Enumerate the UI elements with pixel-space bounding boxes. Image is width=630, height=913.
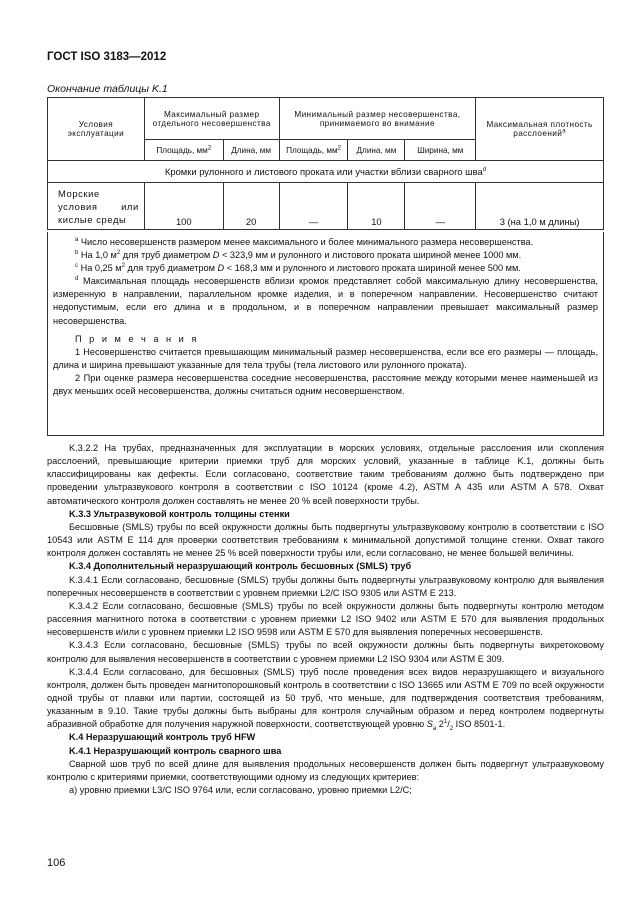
note-1: 1 Несовершенство считается превышающим минимальный размер несовершенства, если все его размеры — площадь, длина и ширина превышают указанные для тела трубы (тела листового или рулонного проката). [53,346,598,370]
heading-k41: K.4.1 Неразрушающий контроль сварного шва [69,745,282,756]
footnote-b [53,249,598,262]
footnote-b-mark: b [75,250,79,257]
table-caption: Окончание таблицы K.1 [47,83,168,95]
col-density-text: Максимальная плотность расслоений [486,120,593,138]
surface-slash: / [447,719,450,730]
footnote-b-post: < 323,9 мм и рулонного и листового проката шириной менее 1000 мм. [219,250,522,261]
surface-two: 2 [436,719,444,730]
acceptance-table [47,97,604,230]
cell-length-min: 10 [348,183,405,230]
para-k344-text: K.3.4.4 Если согласовано, для бесшовных (SMLS) труб после проведения всех видов неразрушающего и визуального контроля, должен быть проведен магнитопорошковый контроль в соответствии с ISO 13665 или ASTM E 709 по всей окружности одной трубы от плавки или партии, состоящей из 50 труб, что меньше, для подтверждения соответствия требованиям, указанным в 9.10. Такие трубы должны быть выбраны для контроля случайным образом и перед контролем подвергнуты абразивной обработке для получения наружной поверхности, соответствующей уровню [47,666,604,730]
footnote-c-post: < 168,3 мм и рулонного и листового проката шириной менее 500 мм. [224,263,521,274]
sub-length-max: Длина, мм [223,140,279,161]
para-k344 [47,666,604,732]
cell-area-min: — [279,183,348,230]
surface-sub-a: a [432,726,437,733]
col-group-min: Минимальный размер несовершенства, принимаемого во внимание [279,98,476,140]
note-2: 2 При оценке размера несовершенства соседние несовершенства, расстояние между которыми менее наименьшей из двух меньших осей несовершенства, должны считаться одним несовершенством. [53,372,598,397]
cell-width-min: — [405,183,476,230]
sub-area-max-text: Площадь, мм [156,145,208,155]
sub-area-max [144,140,223,161]
cell-length-max: 20 [223,183,279,230]
table-footnotes [47,232,604,436]
para-k41-a: a) уровню приемки L3/C ISO 9764 или, если согласовано, уровню приемки L2/C; [69,785,412,796]
footnote-d-text: Максимальная площадь несовершенств вблизи кромок представляет собой максимальную длину несовершенства, измеренную в направлении, параллельном кромке изделия, и в поперечном направлении. Несовершенство считают недопустимым, если его длина и в продольном, и в поперечном направлении превышает максимальный размер несовершенства. [53,276,599,326]
col-conditions: Условия эксплуатации [48,98,145,161]
sub-area-min-text: Площадь, мм [286,145,338,155]
cell-conditions: Морские условия или кислые среды [48,183,145,230]
footnote-b-sq: 2 [116,250,121,257]
footnote-c-sq: 2 [121,263,125,270]
footnote-c-d: D [217,263,225,274]
footnote-a-text: Число несовершенств размером менее максимального и более минимального размера несовершенства. [80,237,534,247]
sq-2: 2 [337,144,341,151]
col-group-max: Максимальный размер отдельного несовершенства [144,98,279,140]
heading-k4: K.4 Неразрушающий контроль труб HFW [69,732,256,743]
notes-title: П р и м е ч а н и я [75,333,199,344]
para-k341: K.3.4.1 Если согласовано, бесшовные (SMLS) трубы должны быть подвергнуты ультразвуковому контролю для выявления поперечных несовершенств в соответствии с уровнем приемки L2/C ISO 9305 или ASTM E 213. [47,574,604,598]
footnote-a [53,236,598,249]
cell-area-max: 100 [144,183,223,230]
para-k344-end: ISO 8501-1. [453,719,506,730]
heading-k33: K.3.3 Ультразвуковой контроль толщины стенки [69,508,290,519]
footnote-c-mid: для труб диаметром [124,263,218,274]
section-row-text: Кромки рулонного и листового проката или участки вблизи сварного шва [164,166,483,177]
section-row-sup: d [482,166,487,173]
footnote-a-mark: a [75,236,79,243]
body-text [47,442,604,797]
section-row [48,161,604,183]
surface-s: S [426,719,433,730]
footnote-b-pre: На 1,0 м [80,250,117,261]
col-density [476,98,604,161]
footnote-d [53,275,598,327]
surface-sup-1: 1 [443,719,448,726]
surface-sub-2: 2 [449,726,454,733]
col-density-sup: a [562,128,566,135]
sub-length-min: Длина, мм [348,140,405,161]
footnote-c-mark: c [75,263,78,270]
footnote-b-mid: для труб диаметром [120,250,213,261]
cell-density: 3 (на 1,0 м длины) [476,183,604,230]
document-header: ГОСТ ISO 3183—2012 [47,51,167,63]
sub-area-min [279,140,348,161]
footnote-b-d: D [212,250,220,261]
footnote-c [53,262,598,275]
para-k342: K.3.4.2 Если согласовано, бесшовные (SMLS) трубы по всей окружности должны быть подвергнуты контролю методом рассеяния магнитного потока в соответствии с уровнем приемки L2 ISO 9402 или ASTM E 570 для выявления продольных несовершенств и/или с уровнем приемки L2 ISO 9598 или ASTM E 570 для выявления поперечных несовершенств. [47,600,604,638]
sub-width-min: Ширина, мм [405,140,476,161]
para-k33: Бесшовные (SMLS) трубы по всей окружности должны быть подвергнуты ультразвуковому контролю в соответствии с ISO 10543 или ASTM E 114 для проверки соответствия требованиям к минимальной допустимой толщине стенки. Охват такого контроля должен составлять не менее 25 % всей поверхности трубы или, если согласовано, не менее большей величины. [47,521,604,559]
sq-1: 2 [207,144,212,151]
heading-k34: K.3.4 Дополнительный неразрушающий контроль бесшовных (SMLS) труб [69,561,412,572]
page-number: 106 [47,857,66,869]
footnote-c-pre: На 0,25 м [80,263,122,274]
para-k343: K.3.4.3 Если согласовано, бесшовные (SMLS) трубы по всей окружности должны быть подвергнуты вихретоковому контролю для выявления несовершенств в соответствии с уровнем приемки L2 ISO 9304 или ASTM E 309. [47,640,604,664]
para-k322: K.3.2.2 На трубах, предназначенных для эксплуатации в морских условиях, отдельные расслоения или скопления расслоений, превышающие критерии приемки труб для морских условий, указанные в таблице K.1, должны быть классифицированы как дефекты. Если согласовано, соответствие таким требованиям должно быть подтверждено при проведении ультразвукового контроля в соответствии с ISO 10124 (кроме 4.2), ASTM A 435 или ASTM A 578. Охват автоматического контроля должен составлять не менее 20 % всей поверхности трубы. [47,443,604,506]
para-k41: Сварной шов труб по всей длине для выявления продольных несовершенств должен быть подвергнут ультразвуковому контролю с критериями приемки, соответствующими одному из следующих критериев: [47,758,604,782]
footnote-d-mark: d [75,276,79,283]
